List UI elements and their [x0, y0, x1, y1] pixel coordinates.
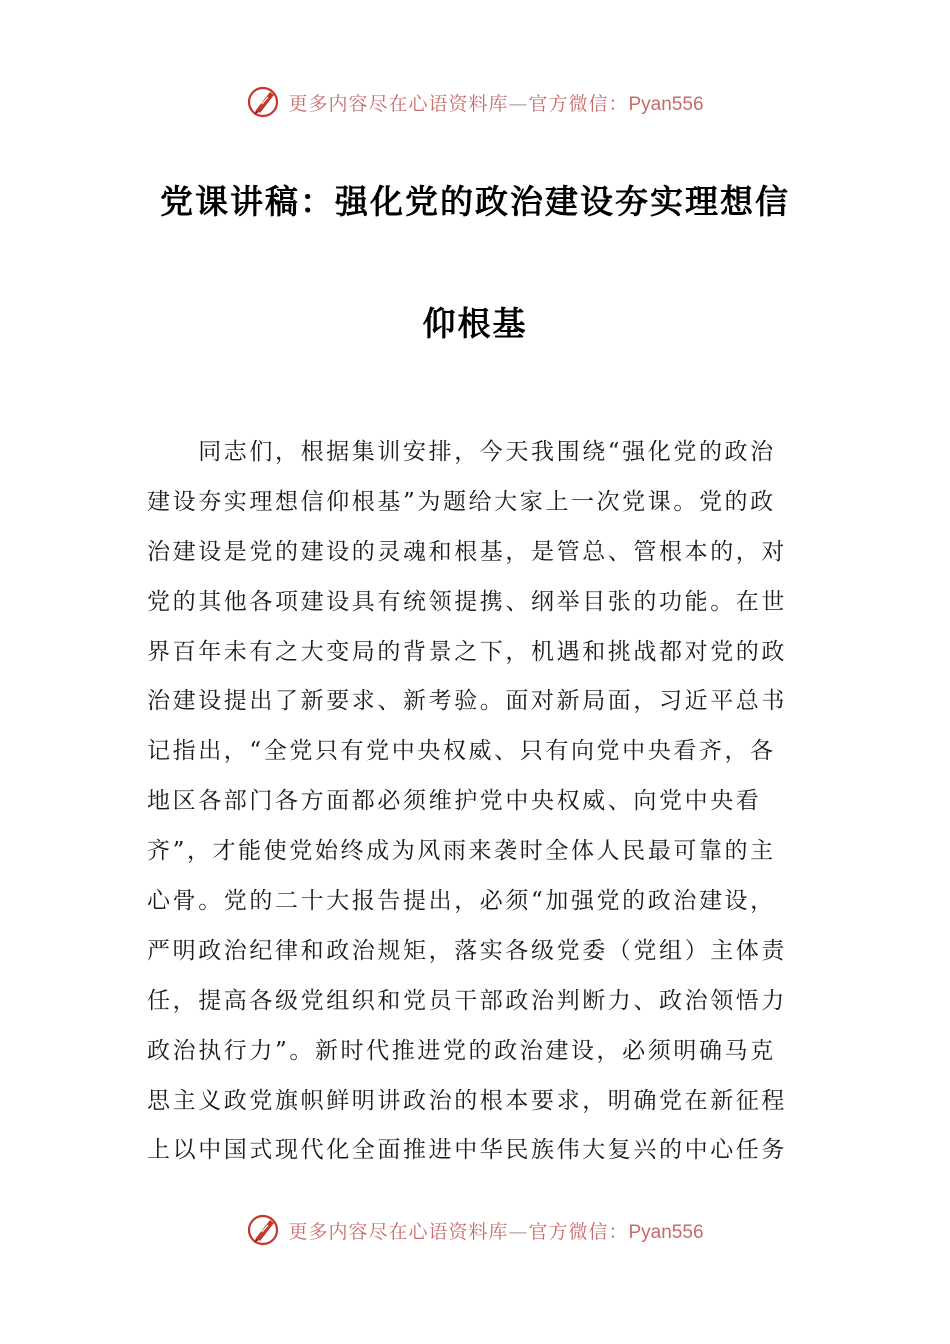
body-line: 建设夯实理想信仰根基”为题给大家上一次党课。党的政 — [147, 488, 776, 515]
pen-nib-logo-icon — [246, 1212, 282, 1248]
document-title-line-1: 党课讲稿：强化党的政治建设夯实理想信 — [160, 182, 790, 221]
footer-watermark-text — [288, 1217, 703, 1244]
body-line: 心骨。党的二十大报告提出，必须“加强党的政治建设， — [147, 888, 776, 915]
body-line: 同志们，根据集训安排，今天我围绕“强化党的政治 — [147, 439, 776, 465]
footer-site-text: 更多内容尽在心语资料库 — [288, 1220, 509, 1243]
header-handle: Pyan556 — [628, 93, 704, 115]
body-line: 界百年未有之大变局的背景之下，机遇和挑战都对党的政 — [147, 638, 787, 665]
body-line: 党的其他各项建设具有统领提携、纲举目张的功能。在世 — [147, 588, 787, 615]
body-paragraph — [147, 428, 807, 1176]
footer-separator: — — [508, 1220, 529, 1243]
body-line: 治建设提出了新要求、新考验。面对新局面，习近平总书 — [147, 688, 787, 715]
header-watermark-banner — [0, 82, 950, 122]
body-line: 严明政治纪律和政治规矩，落实各级党委（党组）主体责 — [147, 937, 787, 964]
body-line: 政治执行力”。新时代推进党的政治建设，必须明确马克 — [147, 1037, 776, 1064]
footer-watermark-banner — [0, 1210, 950, 1250]
body-line: 记指出，“全党只有党中央权威、只有向党中央看齐，各 — [147, 738, 776, 765]
body-line: 地区各部门各方面都必须维护党中央权威、向党中央看 — [147, 788, 762, 815]
header-label: 官方微信： — [528, 92, 629, 115]
footer-label: 官方微信： — [528, 1220, 629, 1243]
pen-nib-logo-icon — [246, 84, 282, 120]
header-separator: — — [508, 92, 529, 115]
header-site-text: 更多内容尽在心语资料库 — [288, 92, 509, 115]
footer-handle: Pyan556 — [628, 1221, 704, 1243]
header-watermark-text — [288, 89, 703, 116]
body-line: 任，提高各级党组织和党员干部政治判断力、政治领悟力 — [147, 987, 787, 1014]
body-line: 治建设是党的建设的灵魂和根基，是管总、管根本的，对 — [147, 538, 787, 565]
body-line: 齐”，才能使党始终成为风雨来袭时全体人民最可靠的主 — [147, 838, 776, 865]
body-line: 思主义政党旗帜鲜明讲政治的根本要求，明确党在新征程 — [147, 1087, 787, 1114]
document-title-line-2: 仰根基 — [422, 304, 528, 343]
body-line: 上以中国式现代化全面推进中华民族伟大复兴的中心任务 — [147, 1137, 787, 1164]
